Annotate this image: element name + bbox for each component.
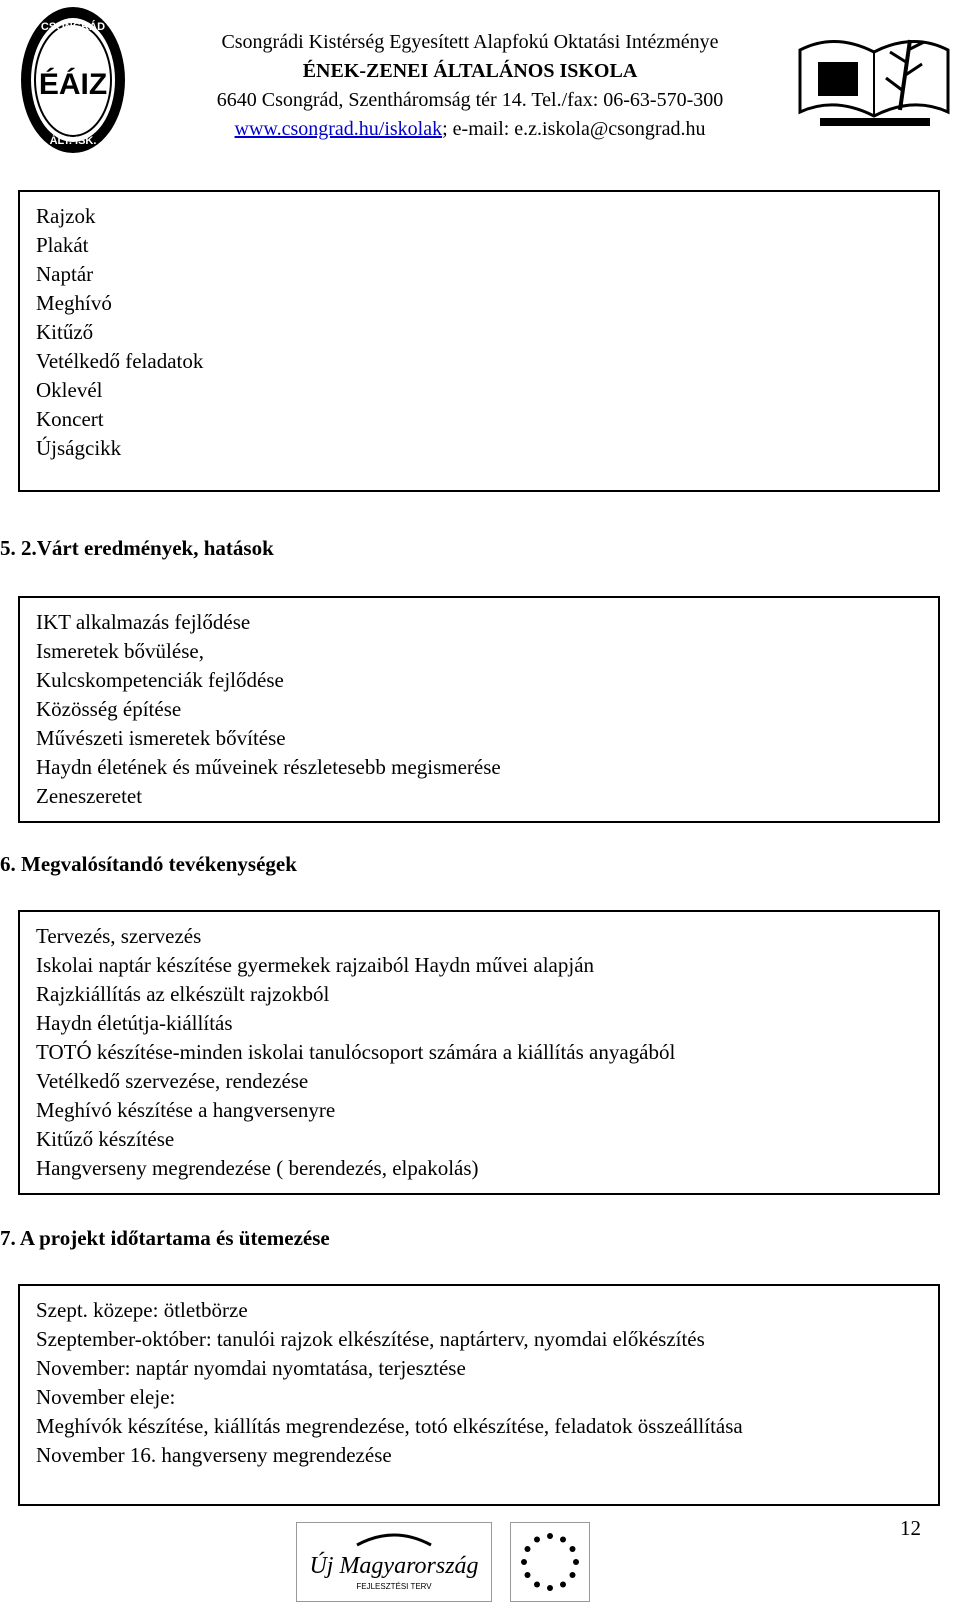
page-number: 12 — [900, 1516, 921, 1540]
list-item: Rajzok — [36, 204, 96, 228]
list-item: November: naptár nyomdai nyomtatása, terjesztése — [36, 1356, 466, 1380]
activities-box — [18, 910, 940, 1195]
logo-bottom-text: ÁLT. ISK. — [49, 135, 97, 147]
school-address: 6640 Csongrád, Szentháromság tér 14. Tel./fax: 06-63-570-300 — [216, 89, 724, 111]
list-item: Oklevél — [36, 378, 103, 402]
list-item: November eleje: — [36, 1385, 176, 1409]
list-item: Vetélkedő szervezése, rendezése — [36, 1069, 309, 1093]
results-heading: 5. 2.Várt eredmények, hatások — [0, 536, 274, 560]
school-name: ÉNEK-ZENEI ÁLTALÁNOS ISKOLA — [302, 60, 638, 82]
uj-magyarorszag-logo — [296, 1522, 492, 1602]
eu-stars-icon — [510, 1522, 590, 1602]
list-item: IKT alkalmazás fejlődése — [36, 610, 251, 634]
list-item: Haydn életének és műveinek részletesebb megismerése — [36, 755, 501, 779]
list-item: Közösség építése — [36, 697, 182, 721]
results-box — [18, 596, 940, 823]
school-logo — [18, 4, 128, 156]
list-item: Hangverseny megrendezése ( berendezés, elpakolás) — [36, 1156, 479, 1180]
list-item: Plakát — [36, 233, 89, 257]
list-item: Meghívók készítése, kiállítás megrendezése, totó elkészítése, feladatok összeállítása — [36, 1414, 743, 1438]
schedule-box — [18, 1284, 940, 1506]
logo-top-text: CSONGRÁD — [40, 21, 106, 33]
footer-logo-text: Új Magyarország — [309, 1553, 479, 1579]
activities-heading: 6. Megvalósítandó tevékenységek — [0, 852, 297, 876]
list-item: Meghívó — [36, 291, 112, 315]
footer-logo-subtext: FEJLESZTÉSI TERV — [356, 1582, 432, 1591]
list-item: Szeptember-október: tanulói rajzok elkészítése, naptárterv, nyomdai előkészítés — [36, 1327, 705, 1351]
open-book-tree-icon — [790, 20, 958, 130]
schedule-heading: 7. A projekt időtartama és ütemezése — [0, 1226, 330, 1250]
list-item: Iskolai naptár készítése gyermekek rajzaiból Haydn művei alapján — [36, 953, 595, 977]
list-item: Tervezés, szervezés — [36, 924, 202, 948]
list-item: Koncert — [36, 407, 104, 431]
website-link[interactable]: www.csongrad.hu/iskolak — [234, 118, 443, 140]
list-item: Kitűző — [36, 320, 94, 344]
list-item: Szept. közepe: ötletbörze — [36, 1298, 248, 1322]
products-box — [18, 190, 940, 492]
list-item: Kitűző készítése — [36, 1127, 175, 1151]
list-item: Meghívó készítése a hangversenyre — [36, 1098, 336, 1122]
list-item: Rajzkiállítás az elkészült rajzokból — [36, 982, 330, 1006]
list-item: TOTÓ készítése-minden iskolai tanulócsoport számára a kiállítás anyagából — [36, 1040, 676, 1064]
email-text: ; e-mail: e.z.iskola@csongrad.hu — [442, 118, 706, 140]
list-item: Kulcskompetenciák fejlődése — [36, 668, 284, 692]
school-header — [150, 28, 790, 144]
list-item: November 16. hangverseny megrendezése — [36, 1443, 392, 1467]
list-item: Haydn életútja-kiállítás — [36, 1011, 233, 1035]
list-item: Újságcikk — [36, 436, 122, 460]
list-item: Zeneszeretet — [36, 784, 143, 808]
list-item: Vetélkedő feladatok — [36, 349, 204, 373]
list-item: Ismeretek bővülése, — [36, 639, 204, 663]
institution-name: Csongrádi Kistérség Egyesített Alapfokú Oktatási Intézménye — [221, 31, 719, 53]
logo-center-text: ÉÁIZ — [38, 68, 108, 101]
list-item: Művészeti ismeretek bővítése — [36, 726, 286, 750]
list-item: Naptár — [36, 262, 94, 286]
contact-line — [150, 115, 790, 144]
